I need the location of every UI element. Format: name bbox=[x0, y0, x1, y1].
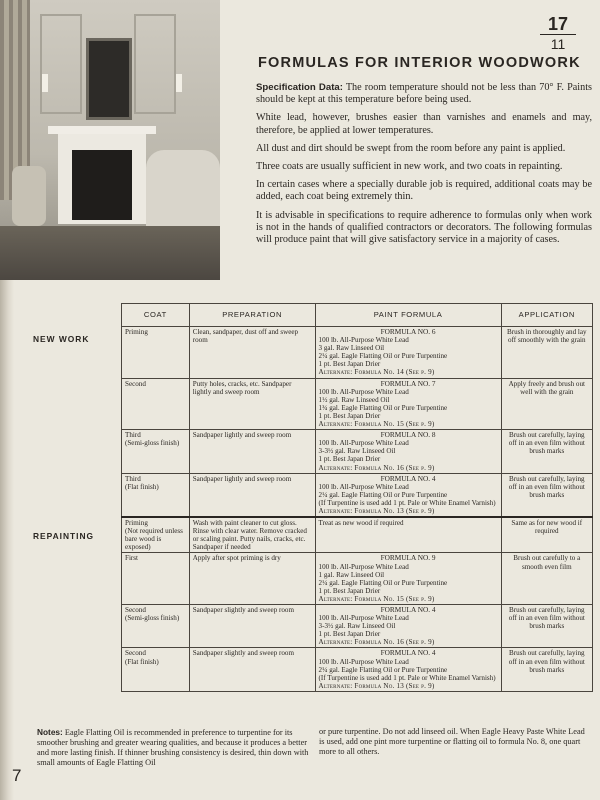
application-text: Brush out carefully to a smooth even film bbox=[513, 554, 581, 571]
cell-coat bbox=[122, 648, 190, 691]
cell-coat bbox=[122, 605, 190, 648]
cell-preparation bbox=[189, 430, 315, 473]
cell-application bbox=[501, 378, 592, 430]
cell-application bbox=[501, 430, 592, 473]
cell-preparation bbox=[189, 605, 315, 648]
application-text: Same as for new wood if required bbox=[511, 519, 583, 536]
preparation-text: Sandpaper slightly and sweep room bbox=[192, 606, 294, 614]
cell-paint-formula bbox=[315, 327, 501, 379]
header-preparation: PREPARATION bbox=[189, 304, 315, 327]
application-text: Brush in thoroughly and lay off smoothly with the grain bbox=[506, 328, 587, 345]
cell-application bbox=[501, 517, 592, 553]
notes bbox=[37, 727, 592, 768]
formula-name: FORMULA NO. 4 bbox=[380, 605, 436, 614]
formula-name: FORMULA NO. 4 bbox=[380, 473, 436, 483]
coat-text: Priming bbox=[125, 328, 148, 336]
notes-right: or pure turpentine. Do not add linseed oil. When Eagle Heavy Paste White Lead is used, add one pint more turpentine or flatting oil to formula No. 8, one quart more to all others. bbox=[319, 727, 585, 756]
formula-alternate: Alternate: Formula No. 13 (See p. 9) bbox=[318, 681, 435, 690]
cell-paint-formula bbox=[315, 605, 501, 648]
formula-alternate: Alternate: Formula No. 15 (See p. 9) bbox=[318, 420, 435, 429]
formula-alternate: Alternate: Formula No. 15 (See p. 9) bbox=[318, 594, 435, 603]
table-body bbox=[122, 327, 593, 692]
formula-alternate: Alternate: Formula No. 16 (See p. 9) bbox=[318, 638, 435, 647]
cell-paint-formula bbox=[315, 517, 501, 553]
cell-coat bbox=[122, 327, 190, 379]
page-title: FORMULAS FOR INTERIOR WOODWORK bbox=[258, 55, 581, 71]
interior-photo bbox=[0, 0, 220, 280]
formula-text: 100 lb. All-Purpose White Lead 1 gal. Raw Linseed Oil 2¼ gal. Eagle Flatting Oil or Pure Turpentine 1 pt. Best Japan Drier bbox=[318, 562, 448, 595]
table-row bbox=[122, 648, 593, 691]
formula-text: 100 lb. All-Purpose White Lead 2¼ gal. Eagle Flatting Oil or Pure Turpentine (If Turpentine is used add 1 pt. Pale or White Enamel Varnish) bbox=[318, 482, 496, 507]
cell-coat bbox=[122, 553, 190, 605]
preparation-text: Apply after spot priming is dry bbox=[192, 554, 281, 563]
coat-text: Third (Flat finish) bbox=[125, 474, 159, 491]
cell-coat bbox=[122, 473, 190, 517]
preparation-text: Wash with paint cleaner to cut gloss. Rinse with clear water. Remove cracked or scaling paint. Putty nails, cracks, etc. Sandpaper if needed bbox=[192, 519, 307, 552]
coat-text: Second bbox=[125, 379, 146, 388]
formula-text: 100 lb. All-Purpose White Lead 1½ gal. Raw Linseed Oil 1¾ gal. Eagle Flatting Oil or Pure Turpentine 1 pt. Best Japan Drier bbox=[318, 387, 448, 420]
cell-preparation bbox=[189, 517, 315, 553]
preparation-text: Clean, sandpaper, dust off and sweep room bbox=[192, 328, 299, 345]
formula-alternate: Alternate: Formula No. 16 (See p. 9) bbox=[318, 463, 435, 472]
cell-preparation bbox=[189, 473, 315, 517]
cell-paint-formula bbox=[315, 473, 501, 517]
coat-text: Third (Semi-gloss finish) bbox=[125, 431, 180, 448]
formula-text: 100 lb. All-Purpose White Lead 3 gal. Raw Linseed Oil 2¼ gal. Eagle Flatting Oil or Pure Turpentine 1 pt. Best Japan Drier bbox=[318, 336, 448, 369]
formula-name: FORMULA NO. 4 bbox=[380, 648, 436, 658]
cell-paint-formula bbox=[315, 553, 501, 605]
cell-paint-formula bbox=[315, 378, 501, 430]
formula-name: FORMULA NO. 7 bbox=[380, 378, 436, 388]
spec-paragraph bbox=[256, 82, 592, 106]
table-row bbox=[122, 553, 593, 605]
cell-application bbox=[501, 605, 592, 648]
application-text: Brush out carefully, laying off in an even film without brush marks bbox=[508, 649, 585, 674]
coat-text: Second (Semi-gloss finish) bbox=[125, 606, 180, 623]
cell-preparation bbox=[189, 648, 315, 691]
formula-name: FORMULA NO. 8 bbox=[380, 430, 436, 440]
header-coat: COAT bbox=[122, 304, 190, 327]
header-application: APPLICATION bbox=[501, 304, 592, 327]
formula-name: FORMULA NO. 9 bbox=[380, 553, 436, 563]
application-text: Brush out carefully, laying off in an even film without brush marks bbox=[508, 431, 585, 456]
cell-preparation bbox=[189, 378, 315, 430]
formula-name: FORMULA NO. 6 bbox=[380, 327, 436, 336]
cell-application bbox=[501, 648, 592, 691]
application-text: Apply freely and brush out well with the grain bbox=[508, 379, 586, 396]
coat-text: First bbox=[125, 554, 139, 563]
cell-application bbox=[501, 473, 592, 517]
formula-table bbox=[121, 303, 593, 692]
cell-application bbox=[501, 553, 592, 605]
preparation-text: Putty holes, cracks, etc. Sandpaper lightly and sweep room bbox=[192, 379, 292, 396]
notes-left-text: Eagle Flatting Oil is recommended in preference to turpentine for its smoother brushing and greater wearing qualities, and because it produces a better and more lasting finish. If thinner brushing consistency is desired, thin down with small amounts of Eagle Flatting Oil bbox=[37, 728, 309, 767]
side-label-new-work: NEW WORK bbox=[33, 334, 90, 344]
intro-paragraph: Three coats are usually sufficient in new work, and two coats in repainting. bbox=[256, 161, 563, 173]
page-number-bottom: 7 bbox=[12, 766, 22, 785]
table-row bbox=[122, 327, 593, 379]
formula-alternate: Alternate: Formula No. 13 (See p. 9) bbox=[318, 506, 435, 515]
preparation-text: Sandpaper lightly and sweep room bbox=[192, 474, 292, 483]
formula-text: 100 lb. All-Purpose White Lead 3-3½ gal. Raw Linseed Oil 1 pt. Best Japan Drier bbox=[318, 439, 409, 464]
table-row bbox=[122, 605, 593, 648]
header-paint-formula: PAINT FORMULA bbox=[315, 304, 501, 327]
table-header-row bbox=[122, 304, 593, 327]
cell-paint-formula bbox=[315, 430, 501, 473]
cell-preparation bbox=[189, 327, 315, 379]
intro-paragraph: White lead, however, brushes easier than varnishes and enamels and may, therefore, be applied at lower temperatures. bbox=[256, 112, 592, 136]
cell-application bbox=[501, 327, 592, 379]
cell-paint-formula bbox=[315, 648, 501, 691]
cell-coat bbox=[122, 430, 190, 473]
page-number: 17 bbox=[540, 14, 576, 35]
side-label-repainting: REPAINTING bbox=[33, 531, 95, 541]
spec-label: Specification Data: bbox=[256, 82, 343, 93]
notes-left bbox=[37, 727, 309, 768]
application-text: Brush out carefully, laying off in an even film without brush marks bbox=[508, 606, 585, 631]
formula-text: Treat as new wood if required bbox=[318, 519, 404, 528]
preparation-text: Sandpaper slightly and sweep room bbox=[192, 649, 294, 658]
intro-paragraph: All dust and dirt should be swept from the room before any paint is applied. bbox=[256, 142, 566, 154]
page-number-top bbox=[540, 14, 576, 53]
preparation-text: Sandpaper lightly and sweep room bbox=[192, 431, 292, 440]
application-text: Brush out carefully, laying off in an even film without brush marks bbox=[508, 474, 585, 499]
formula-alternate: Alternate: Formula No. 14 (See p. 9) bbox=[318, 368, 435, 377]
notes-label: Notes: bbox=[37, 727, 63, 737]
coat-text: Second (Flat finish) bbox=[125, 649, 159, 666]
page-subnumber: 11 bbox=[550, 36, 566, 52]
spec-text: The room temperature should not be less than 70° F. Paints should be kept at this temperature before being used. bbox=[256, 82, 592, 106]
table-row bbox=[122, 517, 593, 553]
cell-coat bbox=[122, 378, 190, 430]
table-row bbox=[122, 473, 593, 517]
intro-paragraph: It is advisable in specifications to require adherence to formulas only when work is not in the hands of qualified contractors or decorators. The following formulas will produce paint that will give satisfactory service in a majority of cases. bbox=[256, 209, 592, 246]
cell-preparation bbox=[189, 553, 315, 605]
coat-text: Priming (Not required unless bare wood is exposed) bbox=[125, 519, 183, 552]
intro-paragraph: In certain cases where a specially durable job is required, additional coats may be added, each coat being extremely thin. bbox=[256, 179, 592, 203]
formula-text: 100 lb. All-Purpose White Lead 3-3½ gal. Raw Linseed Oil 1 pt. Best Japan Drier bbox=[318, 614, 409, 639]
table-row bbox=[122, 430, 593, 473]
intro-text bbox=[256, 82, 592, 252]
formula-text: 100 lb. All-Purpose White Lead 2¼ gal. Eagle Flatting Oil or Pure Turpentine (If Turpentine is used add 1 pt. Pale or White Enamel Varnish) bbox=[318, 657, 496, 682]
table-row bbox=[122, 378, 593, 430]
cell-coat bbox=[122, 517, 190, 553]
